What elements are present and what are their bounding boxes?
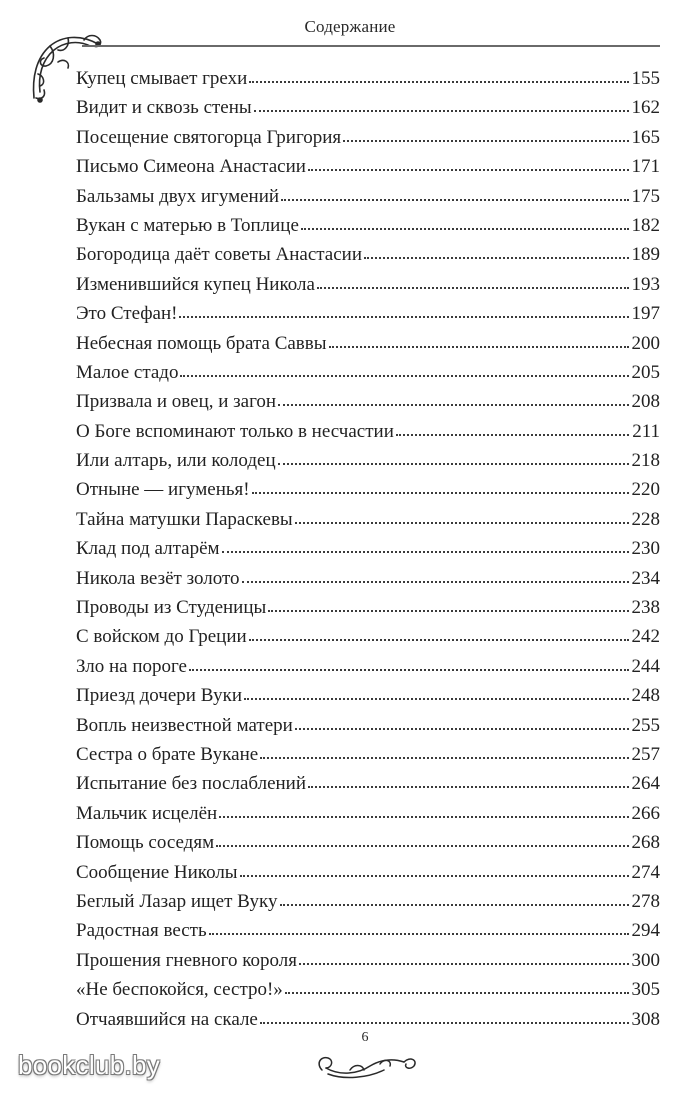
toc-entry-title: Купец смывает грехи [76,68,248,89]
toc-entry-page: 218 [631,450,660,472]
toc-entry-title: Тайна матушки Параскевы [76,508,293,530]
toc-entry-page: 238 [631,597,660,619]
toc-entry-page: 308 [631,1008,660,1030]
toc-entry-title: Или алтарь, или колодец [76,450,276,472]
toc-entry-title: Проводы из Студеницы [76,597,267,619]
toc-entry-page: 182 [631,214,660,236]
toc-entry [76,182,660,211]
watermark: bookclub.by [18,1050,161,1080]
dot-leader [317,287,629,289]
toc-entry-page: 205 [631,361,660,383]
toc-entry-page: 162 [631,97,660,119]
dot-leader [295,728,629,730]
dot-leader [280,904,629,906]
dot-leader [249,81,628,83]
toc-entry-page: 294 [631,920,660,942]
toc-entry-page: 171 [631,156,660,178]
dot-leader [308,786,628,788]
toc-entry-page: 248 [631,685,660,707]
toc-entry [76,975,660,1004]
dot-leader [180,375,628,377]
page-number: 6 [361,1030,369,1045]
toc-entry [76,564,660,593]
dot-leader [222,551,629,553]
toc-entry-title: Сестра о брате Вукане [76,743,259,765]
toc-entry-title: Письмо Симеона Анастасии [76,156,306,178]
header-rule [82,45,660,47]
toc-entry-title: Видит и сквозь стены [76,97,252,119]
toc-entry [76,593,660,622]
toc-entry [76,270,660,299]
toc-entry-title: Посещение святогорца Григория [76,126,342,148]
toc-entry-title: Прошения гневного короля [76,949,297,971]
dot-leader [343,140,628,142]
toc-entry-page: 197 [631,303,660,325]
dot-leader [285,992,629,994]
dot-leader [281,199,628,201]
toc-entry-page: 274 [631,861,660,883]
toc-entry [76,740,660,769]
dot-leader [252,492,629,494]
toc-entry-page: 300 [631,949,660,971]
toc-entry [76,152,660,181]
toc-entry [76,681,660,710]
toc-entry [76,358,660,387]
toc-entry [76,799,660,828]
toc-entry-page: 193 [631,273,660,295]
dot-leader [254,110,629,112]
toc-entry-title: Бальзамы двух игумений [76,185,280,207]
toc-entry-title: Отчаявшийся на скале [76,1008,258,1030]
toc-entry-title: Сообщение Николы [76,861,238,883]
toc-entry [76,64,660,93]
toc-entry-title: Это Стефан! [76,303,178,325]
toc-entry-page: 255 [631,714,660,736]
toc-entry-page: 244 [631,655,660,677]
toc-entry-page: 208 [631,391,660,413]
toc-entry [76,769,660,798]
toc-entry [76,329,660,358]
dot-leader [260,1022,629,1024]
toc-entry [76,887,660,916]
toc-entry-title: Мальчик исцелён [76,802,218,824]
running-head: Содержание [304,17,396,36]
dot-leader [295,522,629,524]
dot-leader [308,169,629,171]
toc-entry-title: Призвала и овец, и загон [76,391,277,413]
dot-leader [209,933,629,935]
toc-entry [76,858,660,887]
toc-entry-title: Отныне — игуменья! [76,479,250,501]
dot-leader [278,404,628,406]
toc-entry [76,946,660,975]
toc-entry-title: Малое стадо [76,361,179,383]
toc-entry-page: 268 [631,832,660,854]
dot-leader [329,346,629,348]
toc-entry-page: 230 [631,538,660,560]
toc-entry-title: Помощь соседям [76,832,215,854]
toc-entry [76,916,660,945]
toc-entry-title: О Боге вспоминают только в несчастии [76,420,394,442]
table-of-contents [76,64,660,1034]
dot-leader [268,610,628,612]
toc-entry-page: 165 [631,126,660,148]
toc-entry-title: Приезд дочери Вуки [76,685,243,707]
toc-entry-title: Зло на пороге [76,655,187,677]
toc-entry [76,417,660,446]
toc-entry-page: 257 [631,743,660,765]
toc-entry [76,652,660,681]
toc-entry [76,240,660,269]
toc-entry-page: 264 [631,773,660,795]
toc-entry-title: Небесная помощь брата Саввы [76,332,327,354]
dot-leader [219,816,628,818]
toc-entry-title: С войском до Греции [76,626,247,648]
dot-leader [216,845,628,847]
toc-entry [76,711,660,740]
toc-entry-page: 242 [631,626,660,648]
toc-entry-title: «Не беспокойся, сестро!» [76,979,283,1001]
dot-leader [249,639,629,641]
dot-leader [299,963,629,965]
toc-entry [76,93,660,122]
toc-entry-page: 175 [631,185,660,207]
toc-entry-page: 266 [631,802,660,824]
toc-entry-page: 155 [631,68,660,89]
dot-leader [396,434,629,436]
toc-entry [76,505,660,534]
toc-entry [76,211,660,240]
toc-entry-page: 228 [631,508,660,530]
toc-entry-page: 189 [631,244,660,266]
toc-entry-title: Изменившийся купец Никола [76,273,315,295]
dot-leader [240,875,629,877]
toc-entry-title: Никола везёт золото [76,567,240,589]
toc-entry [76,622,660,651]
toc-entry-page: 220 [631,479,660,501]
toc-entry-page: 200 [631,332,660,354]
dot-leader [278,463,629,465]
toc-entry [76,299,660,328]
toc-entry [76,446,660,475]
toc-entry-title: Вукан с матерью в Топлице [76,214,299,236]
toc-entry [76,123,660,152]
toc-entry-page: 211 [632,420,660,442]
toc-entry-title: Радостная весть [76,920,207,942]
toc-entry-page: 278 [631,890,660,912]
toc-entry-title: Испытание без послаблений [76,773,307,795]
toc-entry [76,534,660,563]
toc-entry-title: Клад под алтарём [76,538,220,560]
dot-leader [260,757,628,759]
dot-leader [242,581,629,583]
toc-entry-page: 234 [631,567,660,589]
dot-leader [244,698,628,700]
toc-entry-title: Вопль неизвестной матери [76,714,293,736]
toc-entry-title: Богородица даёт советы Анастасии [76,244,362,266]
dot-leader [301,228,629,230]
toc-entry-title: Беглый Лазар ищет Вуку [76,890,278,912]
dot-leader [364,257,629,259]
dot-leader [179,316,628,318]
toc-entry [76,828,660,857]
toc-entry [76,387,660,416]
toc-entry [76,475,660,504]
toc-entry-page: 305 [631,979,660,1001]
dot-leader [189,669,629,671]
